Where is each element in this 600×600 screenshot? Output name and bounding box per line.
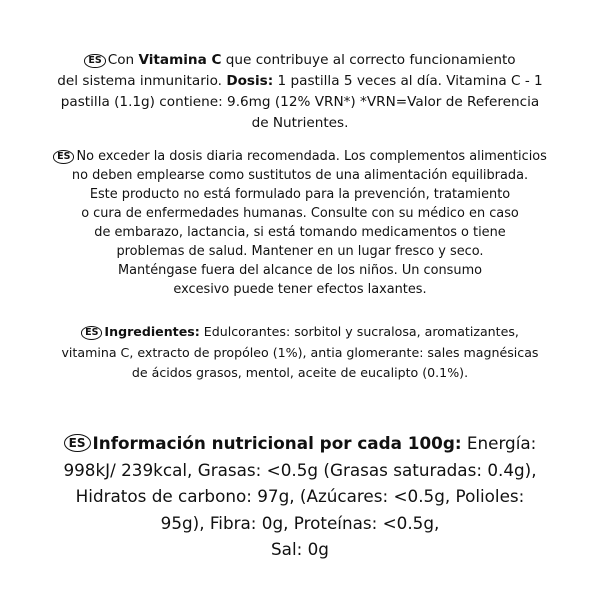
es-language-badge: ES xyxy=(84,54,105,68)
text-line: Manténgase fuera del alcance de los niños. Un consumo xyxy=(117,263,483,278)
text-line: vitamina C, extracto de propóleo (1%), antia glomerante: sales magnésicas xyxy=(61,344,539,360)
ingredients-label: Ingredientes: xyxy=(104,324,200,339)
text-line: de Nutrientes. xyxy=(251,115,349,131)
text-line: ES Con Vitamina C que contribuye al correcto funcionamiento xyxy=(20,50,580,71)
es-language-badge: ES xyxy=(81,326,102,340)
text-line: ES Información nutricional por cada 100g: Energía: xyxy=(20,430,580,457)
text-line: de ácidos grasos, mentol, aceite de eucalipto (0.1%). xyxy=(131,365,469,380)
nutrition-label: Información nutricional por cada 100g: xyxy=(92,433,462,453)
text-line: 998kJ/ 239kcal, Grasas: <0.5g (Grasas saturadas: 0.4g), xyxy=(63,459,537,480)
text-line: o cura de enfermedades humanas. Consulte con su médico en caso xyxy=(81,206,519,221)
text-line: excesivo puede tener efectos laxantes. xyxy=(173,282,427,297)
warnings-paragraph xyxy=(20,147,580,299)
dosis-label: Dosis: xyxy=(226,73,274,89)
nutrition-info-paragraph xyxy=(20,430,580,563)
vitamin-c-description xyxy=(20,50,580,134)
text-line: ES Ingredientes: Edulcorantes: sorbitol y sucralosa, aromatizantes, xyxy=(20,322,580,343)
text-line: pastilla (1.1g) contiene: 9.6mg (12% VRN*) *VRN=Valor de Referencia xyxy=(60,94,540,110)
text-line: 95g), Fibra: 0g, Proteínas: <0.5g, xyxy=(160,512,440,533)
vitamin-c-label: Vitamina C xyxy=(138,52,222,68)
text-line: Sal: 0g xyxy=(271,539,329,559)
ingredients-paragraph xyxy=(20,322,580,384)
text-line: Hidratos de carbono: 97g, (Azúcares: <0.5g, Polioles: xyxy=(75,486,525,506)
text-line: no deben emplearse como sustitutos de una alimentación equilibrada. xyxy=(71,168,529,183)
text-line: del sistema inmunitario. Dosis: 1 pastilla 5 veces al día. Vitamina C - 1 xyxy=(57,73,543,89)
text-line: Este producto no está formulado para la prevención, tratamiento xyxy=(89,187,511,202)
text-line: de embarazo, lactancia, si está tomando medicamentos o tiene xyxy=(94,225,506,240)
es-language-badge: ES xyxy=(53,150,74,164)
text-line: ES No exceder la dosis diaria recomendada. Los complementos alimenticios xyxy=(20,147,580,166)
text-line: problemas de salud. Mantener en un lugar fresco y seco. xyxy=(116,244,484,259)
es-language-badge: ES xyxy=(64,434,91,452)
